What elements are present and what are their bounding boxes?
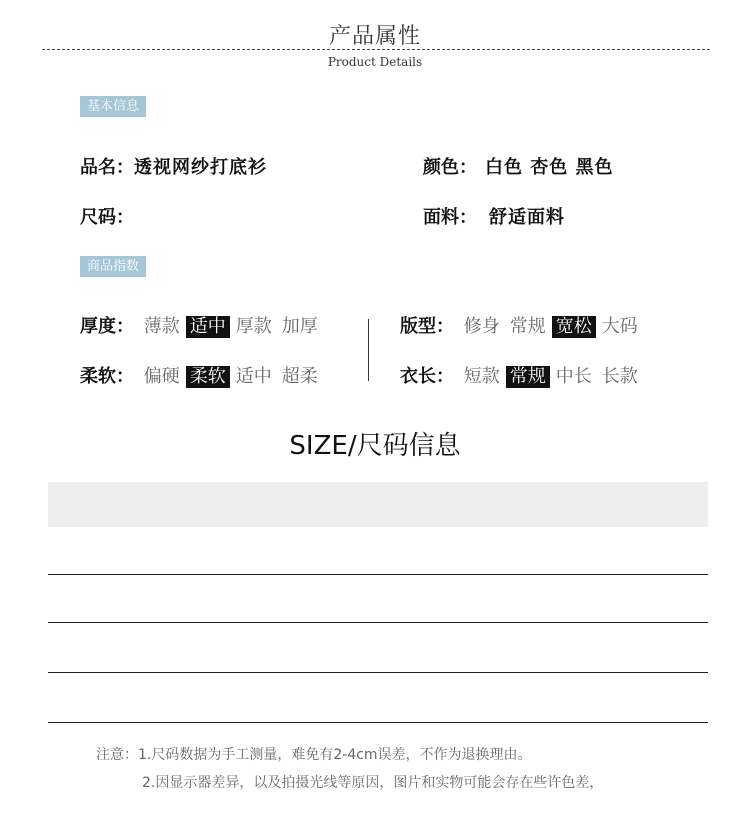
note-line-2: 2.因显示器差异，以及拍摄光线等原因，图片和实物可能会存在些许色差， <box>142 775 604 791</box>
section-subtitle: Product Details <box>327 55 423 69</box>
color-label: 颜色： <box>423 157 477 178</box>
dashed-divider <box>42 49 710 50</box>
thickness-row <box>80 312 324 338</box>
length-option: 中长 <box>555 366 592 387</box>
thickness-option-selected: 适中 <box>186 316 230 338</box>
size-table-row <box>48 623 708 673</box>
softness-option: 超柔 <box>281 366 318 387</box>
size-row <box>80 203 134 229</box>
note-line-1: 注意：1.尺码数据为手工测量，难免有2-4cm误差，不作为退换理由。 <box>96 747 532 763</box>
thickness-label: 厚度： <box>80 316 134 337</box>
product-name-value: 透视网纱打底衫 <box>134 157 267 178</box>
fit-option: 常规 <box>509 316 546 337</box>
softness-options <box>140 366 324 387</box>
color-row <box>423 153 614 179</box>
thickness-option: 加厚 <box>281 316 318 337</box>
size-table <box>48 482 708 723</box>
length-options <box>460 366 644 387</box>
length-option-selected: 常规 <box>506 366 550 388</box>
thickness-option: 薄款 <box>143 316 180 337</box>
softness-row <box>80 362 324 388</box>
size-section-title: SIZE/尺码信息 <box>289 431 461 461</box>
thickness-option: 厚款 <box>235 316 272 337</box>
product-name-label: 品名： <box>80 157 134 178</box>
basic-info-tag: 基本信息 <box>80 96 146 117</box>
fit-label: 版型： <box>400 316 454 337</box>
softness-label: 柔软： <box>80 366 134 387</box>
size-table-row <box>48 527 708 575</box>
softness-option: 偏硬 <box>143 366 180 387</box>
length-option: 短款 <box>463 366 500 387</box>
product-name-row <box>80 153 267 179</box>
color-value: 白色 杏色 黑色 <box>485 157 614 178</box>
length-option: 长款 <box>601 366 638 387</box>
fit-option: 修身 <box>463 316 500 337</box>
fabric-row <box>423 203 565 229</box>
product-index-tag: 商品指数 <box>80 256 146 277</box>
fabric-value: 舒适面料 <box>489 207 565 228</box>
size-table-row <box>48 673 708 723</box>
fit-option-selected: 宽松 <box>552 316 596 338</box>
size-table-row <box>48 575 708 623</box>
size-table-header <box>48 482 708 527</box>
length-row <box>400 362 644 388</box>
fit-option: 大码 <box>601 316 638 337</box>
thickness-options <box>140 316 324 337</box>
fabric-label: 面料： <box>423 207 477 228</box>
fit-row <box>400 312 644 338</box>
vertical-divider <box>368 319 369 381</box>
section-title: 产品属性 <box>328 24 421 49</box>
length-label: 衣长： <box>400 366 454 387</box>
softness-option: 适中 <box>235 366 272 387</box>
size-label: 尺码： <box>80 207 134 228</box>
fit-options <box>460 316 644 337</box>
softness-option-selected: 柔软 <box>186 366 230 388</box>
